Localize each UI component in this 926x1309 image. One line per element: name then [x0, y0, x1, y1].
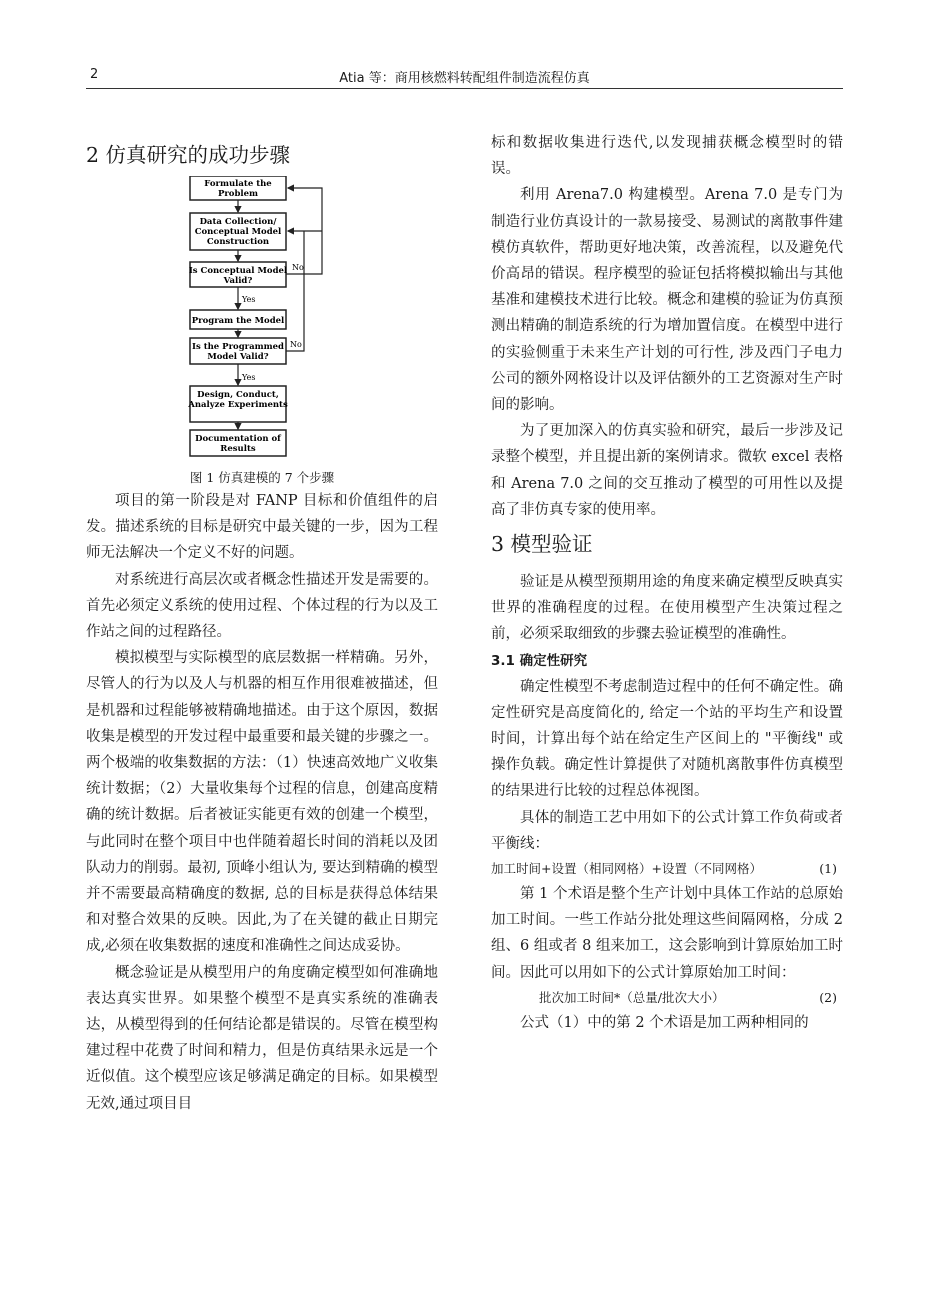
flow-box-program-model	[190, 310, 286, 329]
paragraph: 为了更加深入的仿真实验和研究，最后一步涉及记录整个模型，并且提出新的案例请求。微软 excel 表格和 Arena 7.0 之间的交互推动了模型的可用性以及提高了非仿真专家的使用率。	[491, 423, 843, 518]
svg-text:Problem: Problem	[217, 189, 259, 199]
section-2-heading: 2 仿真研究的成功步骤	[86, 143, 291, 167]
right-column	[491, 130, 843, 1036]
paragraph: 项目的第一阶段是对 FANP 目标和价值组件的启发。描述系统的目标是研究中最关键的一步，因为工程师无法解决一个定义不好的问题。	[86, 493, 438, 562]
formula-1-number: (1)	[819, 861, 837, 877]
svg-text:Design, Conduct,: Design, Conduct,	[197, 390, 279, 400]
paragraph: 利用 Arena7.0 构建模型。Arena 7.0 是专门为制造行业仿真设计的一款易接受、易测试的离散事件建模仿真软件，帮助更好地决策，改善流程，以及避免代价高昂的错误。程序模型的验证包括将模拟输出与其他基准和建模技术进行比较。概念和建模的验证为仿真预测出精确的制造系统的行为增加置信度。在模型中进行的实验侧重于未来生产计划的可行性, 涉及西门子电力公司的额外网格设计以及评估额外的工艺资源对生产时间的影响。	[491, 187, 843, 414]
svg-text:Data Collection/: Data Collection/	[199, 217, 277, 227]
yes-label-2: Yes	[242, 373, 256, 382]
flow-box-formulate-problem	[190, 176, 286, 200]
no-label-2: No	[290, 340, 302, 349]
flow-box-programmed-model-valid	[190, 338, 286, 364]
formula-2-text: 批次加工时间*（总量/批次大小）	[539, 989, 725, 1005]
svg-text:Model Valid?: Model Valid?	[207, 352, 269, 362]
paragraph: 标和数据收集进行迭代,以发现捕获概念模型时的错误。	[491, 135, 843, 178]
paragraph: 模拟模型与实际模型的底层数据一样精确。另外，尽管人的行为以及人与机器的相互作用很难被描述，但是机器和过程能够被精确地描述。由于这个原因，数据收集是模型的开发过程中最重要和最关键的步骤之一。两个极端的收集数据的方法：（1）快速高效地广义收集统计数据；（2）大量收集每个过程的信息，创建高度精确的统计数据。后者被证实能更有效的创建一个模型，与此同时在整个项目中也伴随着超长时间的消耗以及团队动力的削弱。最初, 顶峰小组认为, 要达到精确的模型并不需要最高精确度的数据, 总的目标是获得总体结果和对整合效果的反映。因此,为了在关键的截止日期完成,必须在收集数据的速度和准确性之间达成妥协。	[86, 650, 438, 955]
flowchart	[182, 176, 412, 468]
svg-text:Program the Model: Program the Model	[191, 316, 285, 326]
paragraph: 公式（1）中的第 2 个术语是加工两种相同的	[520, 1014, 809, 1031]
page-header	[86, 62, 843, 89]
formula-2-number: (2)	[819, 989, 837, 1005]
svg-text:Is the Programmed: Is the Programmed	[191, 342, 285, 352]
svg-text:Is Conceptual Model: Is Conceptual Model	[188, 266, 288, 276]
paragraph: 概念验证是从模型用户的角度确定模型如何准确地表达真实世界。如果整个模型不是真实系统的准确表达，从模型得到的任何结论都是错误的。尽管在模型构建过程中花费了时间和精力，但是仿真结果永远是一个近似值。这个模型应该足够满足确定的目标。如果模型无效,通过项目目	[86, 964, 438, 1112]
section-3-heading: 3 模型验证	[491, 532, 593, 557]
svg-text:Analyze Experiments: Analyze Experiments	[188, 400, 288, 410]
subsection-3-1-heading: 3.1 确定性研究	[491, 652, 588, 669]
page-number: 2	[90, 67, 99, 82]
no-label-1: No	[292, 263, 304, 272]
flow-box-documentation	[190, 430, 286, 456]
flow-box-data-collection	[190, 213, 286, 250]
figure-caption: 图 1 仿真建模的 7 个步骤	[189, 470, 335, 485]
running-title: Atia 等：商用核燃料转配组件制造流程仿真	[339, 71, 590, 86]
left-column	[86, 130, 438, 1117]
svg-text:Conceptual Model: Conceptual Model	[194, 227, 282, 237]
formula-1	[491, 857, 843, 881]
formula-1-text: 加工时间+设置（相同网格）+设置（不同网格）	[491, 861, 762, 877]
paragraph: 对系统进行高层次或者概念性描述开发是需要的。首先必须定义系统的使用过程、个体过程的行为以及工作站之间的过程路径。	[86, 571, 438, 641]
paragraph: 第 1 个术语是整个生产计划中具体工作站的总原始加工时间。一些工作站分批处理这些间隔网格，分成 2 组、6 组或者 8 组来加工，这会影响到计算原始加工时间。因此可以用如下的公式计算原始加工时间：	[491, 886, 843, 981]
figure-1	[86, 176, 438, 488]
svg-text:Construction: Construction	[206, 237, 270, 247]
paragraph: 验证是从模型预期用途的角度来确定模型反映真实世界的准确程度的过程。在使用模型产生决策过程之前，必须采取细致的步骤去验证模型的准确性。	[491, 574, 843, 643]
paragraph: 具体的制造工艺中用如下的公式计算工作负荷或者平衡线：	[491, 809, 843, 852]
svg-text:Valid?: Valid?	[223, 276, 253, 286]
yes-label-1: Yes	[242, 295, 256, 304]
paragraph: 确定性模型不考虑制造过程中的任何不确定性。确定性研究是高度简化的, 给定一个站的平均生产和设置时间，计算出每个站在给定生产区间上的 "平衡线" 或操作负载。确定性计算提供了对随机离散事件仿真模型的结果进行比较的过程总体视图。	[491, 678, 843, 800]
flow-box-design-experiments	[187, 386, 288, 422]
svg-text:Results: Results	[220, 444, 256, 454]
flow-box-conceptual-model-valid	[189, 262, 288, 287]
svg-text:Formulate the: Formulate the	[204, 179, 272, 189]
svg-text:Documentation of: Documentation of	[195, 434, 281, 444]
formula-2	[491, 986, 843, 1010]
